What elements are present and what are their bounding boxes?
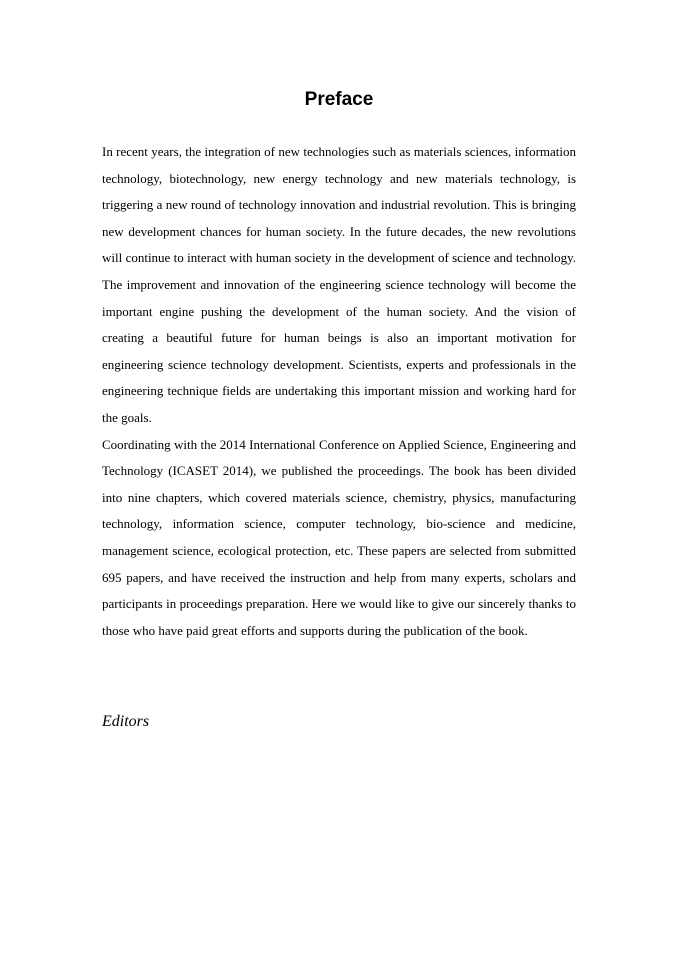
paragraph-intro: In recent years, the integration of new technologies such as materials sciences, information technology, biotechnology, new energy technology and new materials technology, is triggering a new round of technology innovation and industrial revolution. This is bringing new development chances for human society. In the future decades, the new revolutions will continue to interact with human society in the development of science and technology. The improvement and innovation of the engineering science technology will become the important engine pushing the development of the human society. And the vision of creating a beautiful future for human beings is also an important motivation for engineering science technology development. Scientists, experts and professionals in the engineering technique fields are undertaking this important mission and working hard for the goals.	[102, 144, 576, 425]
preface-body	[102, 139, 576, 644]
signoff-editors: Editors	[102, 713, 150, 730]
paragraph-proceedings: Coordinating with the 2014 International Conference on Applied Science, Engineering and Technology (ICASET 2014), we published the proceedings. The book has been divided into nine chapters, which covered materials science, chemistry, physics, manufacturing technology, information science, computer technology, bio-science and medicine, management science, ecological protection, etc. These papers are selected from submitted 695 papers, and have received the instruction and help from many experts, scholars and participants in proceedings preparation. Here we would like to give our sincerely thanks to those who have paid great efforts and supports during the publication of the book.	[102, 436, 576, 638]
page-title: Preface	[304, 89, 374, 110]
